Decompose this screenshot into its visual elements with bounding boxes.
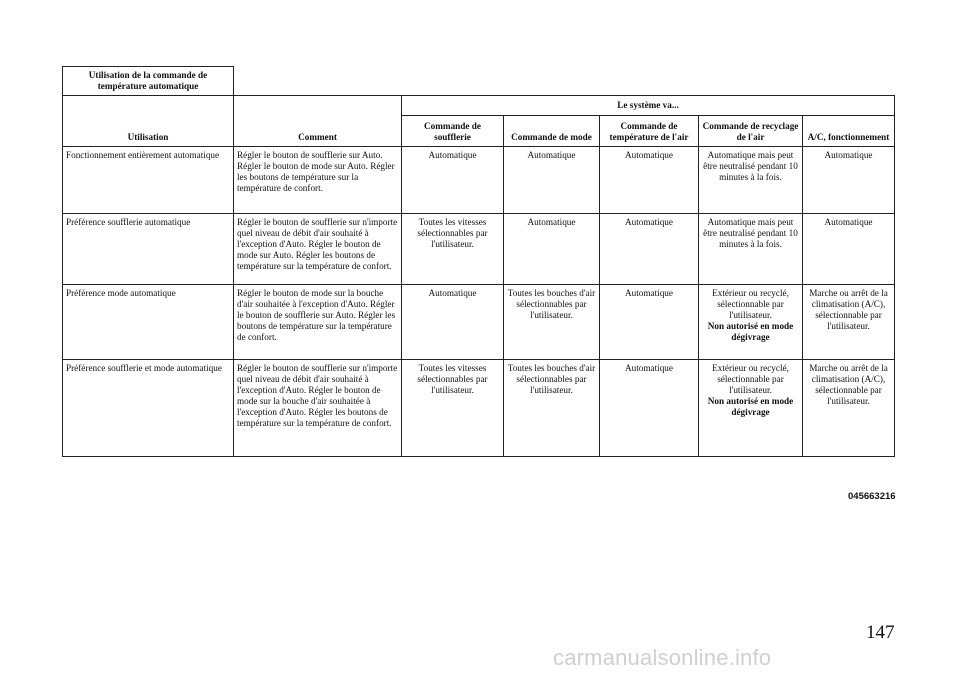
cell-use: Préférence mode automatique	[63, 285, 234, 360]
cell-ac: Marche ou arrêt de la climatisation (A/C), sélectionnable par l'utilisateur.	[803, 285, 895, 360]
cell-recirculation	[699, 147, 803, 214]
column-header-use: Utilisation	[63, 96, 234, 147]
figure-code: 045663216	[848, 491, 896, 502]
cell-mode: Automatique	[504, 147, 600, 214]
table-row	[63, 214, 895, 285]
table-row	[63, 147, 895, 214]
cell-blower: Automatique	[402, 147, 504, 214]
cell-recirculation-text: Automatique mais peut être neutralisé pendant 10 minutes à la fois.	[703, 150, 798, 182]
cell-recirculation	[699, 285, 803, 360]
table-row	[63, 285, 895, 360]
column-header-ac: A/C, fonctionnement	[803, 116, 895, 147]
page-number: 147	[866, 622, 895, 643]
table-row	[63, 360, 895, 457]
control-table-wrapper	[62, 66, 894, 457]
cell-temperature: Automatique	[600, 285, 699, 360]
cell-how: Régler le bouton de mode sur la bouche d'air souhaitée à l'exception d'Auto. Régler le bouton de soufflerie sur Auto. Régler les boutons de température sur la température de confort.	[234, 285, 402, 360]
table-title: Utilisation de la commande de température automatique	[63, 67, 234, 96]
column-header-how: Comment	[234, 96, 402, 147]
cell-temperature: Automatique	[600, 214, 699, 285]
cell-how: Régler le bouton de soufflerie sur Auto. Régler le bouton de mode sur Auto. Régler les boutons de température sur la température de confort.	[234, 147, 402, 214]
cell-how: Régler le bouton de soufflerie sur n'importe quel niveau de débit d'air souhaité à l'exception d'Auto. Régler le bouton de mode sur Auto. Régler les boutons de température sur la température de confort.	[234, 214, 402, 285]
cell-use: Préférence soufflerie et mode automatique	[63, 360, 234, 457]
cell-recirculation	[699, 214, 803, 285]
cell-temperature: Automatique	[600, 147, 699, 214]
cell-how: Régler le bouton de soufflerie sur n'importe quel niveau de débit d'air souhaité à l'exception d'Auto. Régler le bouton de mode sur la bouche d'air souhaitée à l'exception d'Auto. Régler les boutons de température sur la température de confort.	[234, 360, 402, 457]
cell-ac: Automatique	[803, 147, 895, 214]
cell-recirculation	[699, 360, 803, 457]
cell-recirculation-text: Extérieur ou recyclé, sélectionnable par l'utilisateur.	[712, 288, 789, 320]
auto-temperature-control-table	[62, 66, 895, 457]
column-header-temperature: Commande de température de l'air	[600, 116, 699, 147]
cell-recirculation-note: Non autorisé en mode dégivrage	[707, 321, 794, 342]
cell-ac: Marche ou arrêt de la climatisation (A/C), sélectionnable par l'utilisateur.	[803, 360, 895, 457]
cell-blower: Automatique	[402, 285, 504, 360]
cell-temperature: Automatique	[600, 360, 699, 457]
group-header-system: Le système va...	[402, 96, 895, 116]
watermark-text: carmanualsonline.info	[553, 645, 772, 670]
cell-ac: Automatique	[803, 214, 895, 285]
blank-header-space	[234, 67, 895, 96]
cell-use: Préférence soufflerie automatique	[63, 214, 234, 285]
cell-blower: Toutes les vitesses sélectionnables par l'utilisateur.	[402, 360, 504, 457]
cell-mode: Toutes les bouches d'air sélectionnables par l'utilisateur.	[504, 360, 600, 457]
cell-recirculation-text: Extérieur ou recyclé, sélectionnable par l'utilisateur.	[712, 363, 789, 395]
column-header-mode: Commande de mode	[504, 116, 600, 147]
cell-recirculation-text: Automatique mais peut être neutralisé pendant 10 minutes à la fois.	[703, 217, 798, 249]
column-header-recirculation: Commande de recyclage de l'air	[699, 116, 803, 147]
cell-mode: Toutes les bouches d'air sélectionnables par l'utilisateur.	[504, 285, 600, 360]
column-header-blower: Commande de soufflerie	[402, 116, 504, 147]
cell-use: Fonctionnement entièrement automatique	[63, 147, 234, 214]
cell-recirculation-note: Non autorisé en mode dégivrage	[707, 396, 794, 417]
cell-blower: Toutes les vitesses sélectionnables par l'utilisateur.	[402, 214, 504, 285]
cell-mode: Automatique	[504, 214, 600, 285]
